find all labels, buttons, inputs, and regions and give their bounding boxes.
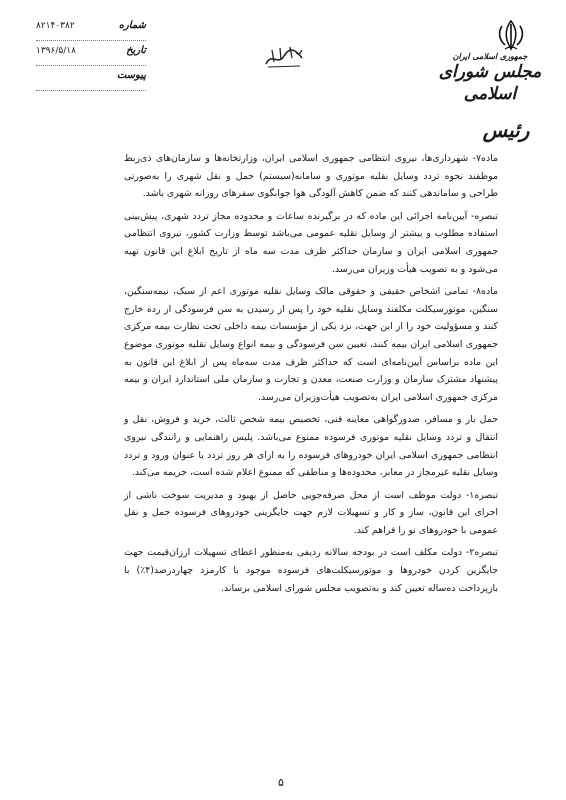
article-8-note-1: تبصره۱- دولت موظف است از محل صرفه‌جویی حاصل از بهبود و مدیریت سوخت ناشی از اجرای این قانون، ساز و کار و تسهیلات لازم جهت جایگزینی خودروهای فرسوده حمل و نقل عمومی با خودروهای نو را فراهم کند.: [124, 489, 498, 536]
date-value: ۱۳۹۶/۵/۱۸: [36, 46, 76, 56]
article-7: ماده۷- شهرداری‌ها، نیروی انتظامی جمهوری اسلامی ایران، وزارتخانه‌ها و سازمان‌های ذی‌ربط موظفند نحوه تردد وسایل نقلیه موتوری و سامانه(سیستم) حمل و نقل شهری را به‌صورتی طراحی و ساماندهی کنند که ضمن کاهش آلودگی هوا جوابگوی سفرهای روزانه شهری باشد.: [124, 153, 498, 200]
parliament-name: مجلس شورای اسلامی: [438, 62, 542, 104]
speaker-title: رئیس: [482, 118, 530, 142]
date-label: تاریخ: [126, 45, 146, 56]
number-value: ۸۲۱۴۰۳۸۲: [36, 21, 75, 31]
parliament-logotype: [438, 52, 542, 105]
article-8-continued: حمل بار و مسافر، صدورگواهی معاینه فنی، تخصیص بیمه شخص ثالث، خرید و فروش، نقل و انتقال و تردد وسایل نقلیه موتوری فرسوده ممنوع می‌باشد. پلیس راهنمایی و رانندگی نیروی انتظامی جمهوری اسلامی ایران خودروهای فرسوده را به ازای هر روز تردد یا عنوان ورود و تردد وسایل نقلیه غیرمجاز در معابر، محدوده‌ها و مناطقی که ممنوع اعلام شده است، جریمه می‌کند.: [124, 414, 498, 479]
letter-body: [124, 150, 498, 602]
attachment-label: پیوست: [116, 70, 146, 81]
number-label: شماره: [118, 20, 146, 31]
attachment-row: [36, 70, 146, 91]
number-row: [36, 20, 146, 41]
letter-metadata: [36, 20, 146, 95]
iran-emblem-icon: [496, 18, 526, 52]
calligraphy-seal-icon: [262, 44, 306, 70]
date-row: [36, 45, 146, 66]
republic-caption: جمهوری اسلامی ایران: [452, 52, 528, 61]
page-number: ۵: [278, 776, 284, 789]
article-8: ماده۸- تمامی اشخاص حقیقی و حقوقی مالک وسایل نقلیه موتوری اعم از سبک، نیمه‌سنگین، سنگین، موتورسیکلت مکلفند وسایل نقلیه خود را پس از رسیدن به سن فرسودگی از رده خارج کنند و مسؤولیت خود را از این جهت، نزد یکی از مؤسسات بیمه داخلی تحت نظارت بیمه مرکزی جمهوری اسلامی ایران بیمه کنند. تعیین سن فرسودگی و بیمه انواع وسایل نقلیه موتوری موضوع این ماده براساس آیین‌نامه‌ای است که حداکثر ظرف مدت سه‌ماه پس از ابلاغ این قانون به پیشنهاد مشترک سازمان و وزارت صنعت، معدن و تجارت و سازمان ملی استاندارد ایران و بیمه مرکزی جمهوری اسلامی ایران به‌تصویب هیأت‌وزیران می‌رسد.: [124, 286, 498, 403]
article-8-note-2: تبصره۲- دولت مکلف است در بودجه سالانه ردیفی به‌منظور اعطای تسهیلات ارزان‌قیمت جهت جایگزین کردن خودروها و موتورسیکلت‌های فرسوده موجود با کارمزد چهاردرصد(۴٪) با بازپرداخت ده‌ساله تعیین کند و به‌تصویب مجلس شورای اسلامی برساند.: [124, 547, 499, 594]
article-7-note: تبصره- آیین‌نامه اجرائی این ماده که در برگیرنده ساعات و محدوده مجاز تردد شهری، پیش‌بینی استفاده مطلوب و بیشتر از وسایل نقلیه عمومی می‌باشد توسط وزارت کشور، نیروی انتظامی جمهوری اسلامی ایران و سازمان حداکثر ظرف مدت سه ماه از تاریخ ابلاغ این قانون تهیه می‌شود و به تصویب هیأت وزیران می‌رسد.: [124, 210, 498, 275]
